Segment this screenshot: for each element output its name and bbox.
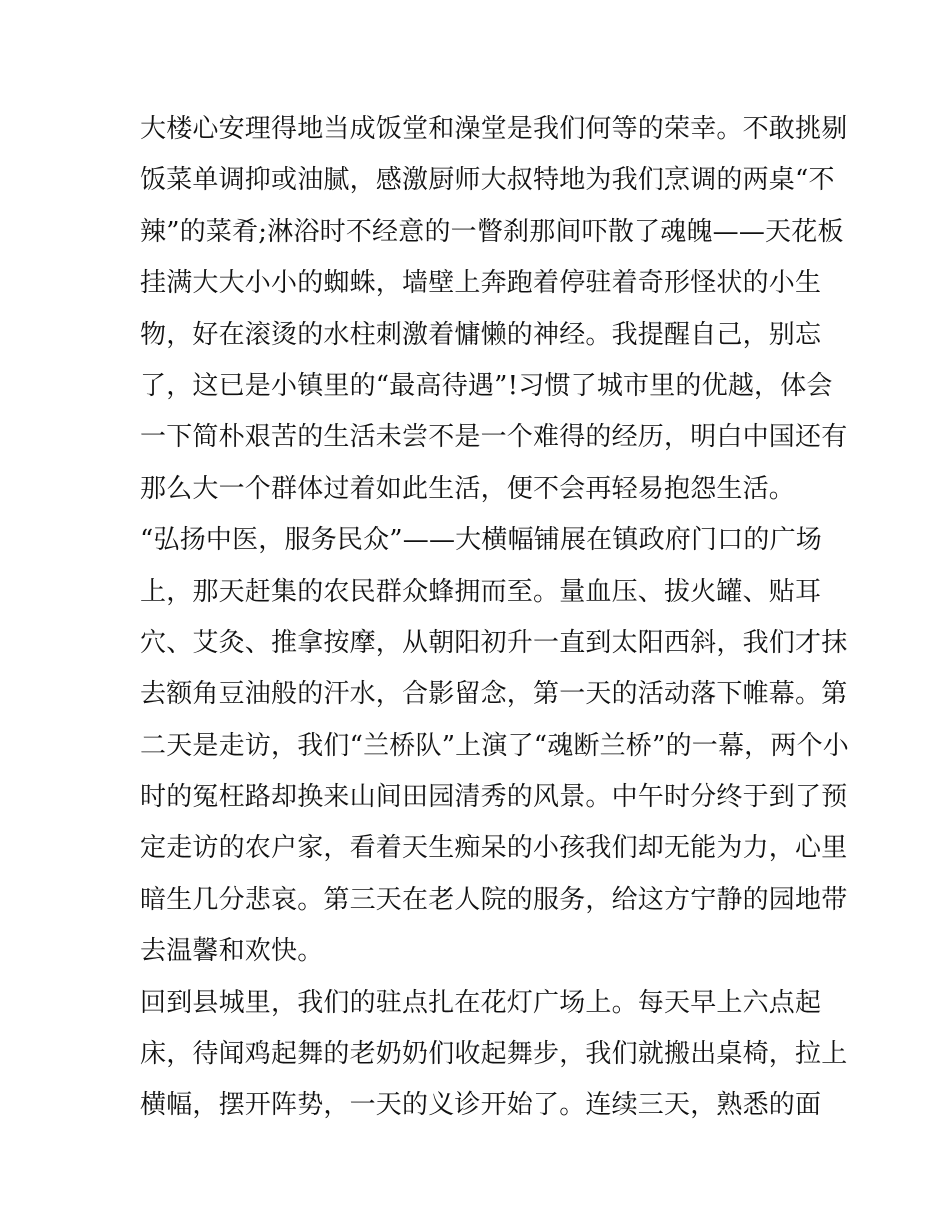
text-line: 大楼心安理得地当成饭堂和澡堂是我们何等的荣幸。不敢挑剔: [140, 114, 848, 144]
text-line: 床，待闻鸡起舞的老奶奶们收起舞步，我们就搬出桌椅，拉上: [140, 1039, 848, 1070]
text-line: 时的冤枉路却换来山间田园清秀的风景。中午时分终于到了预: [140, 782, 848, 813]
text-line: 去额角豆油般的汗水，合影留念，第一天的活动落下帷幕。第: [140, 679, 848, 710]
text-line: 物，好在滚烫的水柱刺激着慵懒的神经。我提醒自己，别忘: [140, 319, 822, 350]
text-line: 那么大一个群体过着如此生活，便不会再轻易抱怨生活。: [140, 473, 796, 504]
text-line: 二天是走访，我们“兰桥队”上演了“魂断兰桥”的一幕，两个小: [140, 730, 849, 761]
text-line: 一下简朴艰苦的生活未尝不是一个难得的经历，明白中国还有: [140, 422, 848, 453]
text-line: “弘扬中医，服务民众”——大横幅铺展在镇政府门口的广场: [140, 525, 822, 556]
body-text: [140, 104, 849, 1132]
text-line: 了，这已是小镇里的“最高待遇”!习惯了城市里的优越，体会: [140, 370, 833, 401]
text-line: 挂满大大小小的蜘蛛，墙壁上奔跑着停驻着奇形怪状的小生: [140, 268, 822, 299]
text-line: 横幅，摆开阵势，一天的义诊开始了。连续三天，熟悉的面: [140, 1090, 822, 1121]
text-line: 定走访的农户家，看着天生痴呆的小孩我们却无能为力，心里: [140, 833, 848, 864]
text-line: 穴、艾灸、推拿按摩，从朝阳初升一直到太阳西斜，我们才抹: [140, 627, 848, 658]
text-line: 上，那天赶集的农民群众蜂拥而至。量血压、拔火罐、贴耳: [140, 576, 822, 607]
text-line: 暗生几分悲哀。第三天在老人院的服务，给这方宁静的园地带: [140, 884, 848, 915]
text-line: 去温馨和欢快。: [140, 936, 324, 967]
text-line: 辣”的菜肴;淋浴时不经意的一瞥刹那间吓散了魂魄——天花板: [140, 216, 844, 247]
text-line: 回到县城里，我们的驻点扎在花灯广场上。每天早上六点起: [140, 987, 822, 1018]
text-line: 饭菜单调抑或油腻，感激厨师大叔特地为我们烹调的两桌“不: [140, 165, 835, 196]
